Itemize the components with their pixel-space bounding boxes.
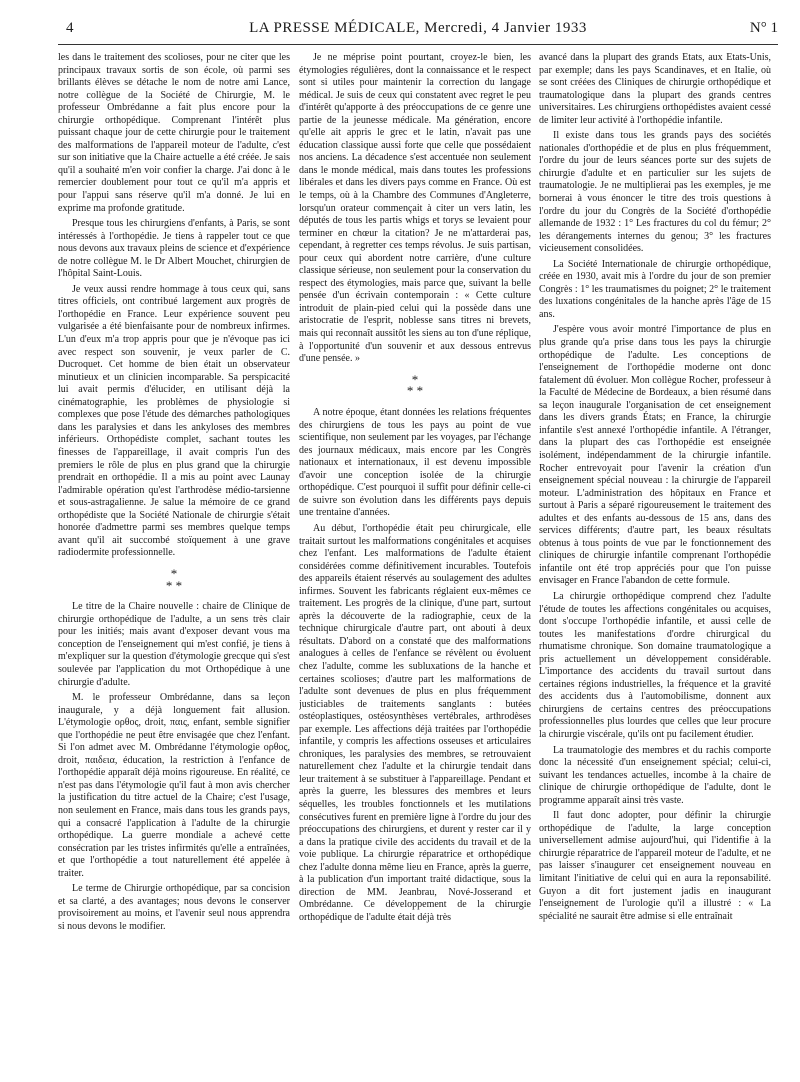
- paragraph: Il existe dans tous les grands pays des sociétés nationales d'orthopédie et de plus en plus fréquemment, l'ordre du jour de leurs séances porte sur des sujets de chirurgie d'adulte et en particulier sur les sujets de traumatologie. Je ne multiplierai pas les exemples, je me bornerai à vous énoncer le titre des trois questions à l'ordre du jour du Congrès de la Société d'orthopédie allemande de 1932 : 1° Les fractures du col du fémur; 2° les dérangements internes du genou; 3° les fractures vicieusement consolidées.: [539, 130, 771, 255]
- section-separator: * * *: [165, 565, 183, 593]
- column-1: [58, 52, 290, 1072]
- paragraph: les dans le traitement des scolioses, pour ne citer que les principaux travaux sortis de son école, où parmi ses brillants élèves se détache le nom de notre ami Lance, notre collègue de la Société de Chirurgie, M. le professeur Ombrédanne a fait plus encore pour la chirurgie orthopédique. Comprenant l'intérêt plus puissant chaque jour de cette chirurgie pour le traitement des malformations de l'appareil moteur de l'adulte, c'est sur son initiative que la Chaire actuelle a été créée. Je sais qu'il a souhaité m'en voir confier la charge. J'ai donc à le remercier doublement pour tout ce qu'il m'a appris et pour l'appui sans réserve qu'il m'a donné. Je lui en exprime ma profonde gratitude.: [58, 52, 290, 214]
- paragraph: Presque tous les chirurgiens d'enfants, à Paris, se sont intéressés à l'orthopédie. Je tiens à rappeler tout ce que nous devons aux travaux pleins de science et d'expérience de notre collègue M. le Dr Albert Mouchet, chirurgien de l'hôpital Saint-Louis.: [58, 218, 290, 280]
- issue-number: N° 1: [749, 20, 778, 36]
- column-3: [539, 52, 771, 1072]
- paragraph: La traumatologie des membres et du rachis comporte donc la nécessité d'un enseignement spécial; celui-ci, suivant les tendances actuelles, incombe à la chaire de clinique de chirurgie orthopédique de l'adulte, dont le programme apparaît ainsi très vaste.: [539, 744, 771, 806]
- paragraph: A notre époque, étant données les relations fréquentes des chirurgiens de tous les pays au point de vue scientifique, non seulement par les voyages, par l'échange des journaux médicaux, mais encore par les Congrès nationaux et internationaux, il est devenu impossible d'avoir une conception isolée de la chirurgie orthopédique. C'est pourquoi il suffit pour définir celle-ci de suivre son évolution dans les différents pays depuis une trentaine d'années.: [299, 407, 531, 519]
- header-rule: [58, 44, 778, 45]
- paragraph: avancé dans la plupart des grands Etats, aux Etats-Unis, par exemple; dans les pays Scandinaves, et en Italie, où se sont créées des Cliniques de chirurgie orthopédique et traumatologique dans la plupart des grands centres universitaires. Les chirurgiens orthopédistes avaient cessé de limiter leur activité à l'orthopédie infantile.: [539, 52, 771, 126]
- paragraph: Le titre de la Chaire nouvelle : chaire de Clinique de chirurgie orthopédique de l'adulte, a un sens très clair pour les initiés; mais avant d'exposer devant vous ma conception de l'enseignement qui m'est confié, je tiens à m'expliquer sur la question d'étymologie grecque qui s'est soulevée par l'application du mot Orthopédique à une chirurgie d'adulte.: [58, 601, 290, 688]
- paragraph: M. le professeur Ombrédanne, dans sa leçon inaugurale, y a déjà longuement fait allusion. L'étymologie ορθος, droit, παις, enfant, semble signifier que l'orthopédie ne peut être envisagée que chez l'enfant. Si l'on admet avec M. Ombrédanne l'étymologie ορθος, droit, παιδεια, éducation, la restriction à l'enfance de l'orthopédie apparaît déjà moins rigoureuse. En réalité, ce n'est pas dans l'étymologie qu'il faut à mon avis chercher la justification du titre actuel de la Chaire; c'est l'usage, non seulement en France, mais dans tous les grands pays, qui a consacré l'application à l'adulte de la chirurgie orthopédique. La guerre mondiale a achevé cette consécration par les tristes infirmités qu'elle a entraînées, et que l'orthopédie a tout naturellement été appelée à traiter.: [58, 692, 290, 879]
- paragraph: La Société Internationale de chirurgie orthopédique, créée en 1930, avait mis à l'ordre du jour de son premier Congrès : 1° les traumatismes du poignet; 2° le traitement des luxations congénitales de la hanche après l'âge de 15 ans.: [539, 258, 771, 320]
- paragraph: La chirurgie orthopédique comprend chez l'adulte l'étude de toutes les affections congénitales ou acquises, dont s'occupe l'orthopédie infantile, et aussi celle de toutes les manifestations d'ordre chirurgical du rhumatisme chronique. Son domaine traumatologique a pris actuellement un développement considérable. L'importance des accidents du travail surtout dans certaines régions industrielles, la fréquence et la gravité des accidents dus à l'automobilisme, donnent aux chirurgiens de certains centres des préoccupations professionnelles plus lourdes que celles que leur procure la chirurgie viscérale, qu'ils ont pu facilement étudier.: [539, 590, 771, 740]
- page-header: [58, 20, 778, 44]
- paragraph: Le terme de Chirurgie orthopédique, par sa concision et sa clarté, a des avantages; nous devons le conserver provisoirement au moins, et l'avenir seul nous apprendra si nous devons le modifier.: [58, 883, 290, 932]
- journal-title: LA PRESSE MÉDICALE, Mercredi, 4 Janvier 1933: [249, 20, 587, 36]
- paragraph: Il faut donc adopter, pour définir la chirurgie orthopédique de l'adulte, la large conception universellement admise aujourd'hui, qui l'identifie à la chirurgie réparatrice de l'appareil moteur de l'adulte, et ne pas laisser s'inaugurer cet enseignement nouveau en limitant l'initiative de celui qui en aura la reponsabilité. Guyon a dit fort justement jadis en inaugurant l'enseignement de l'urologie qu'il a illustré : « La spécialité ne saurait être admise si elle entraînait: [539, 810, 771, 922]
- column-2: [299, 52, 531, 1072]
- section-separator: * * *: [406, 371, 424, 399]
- paragraph: Je ne méprise point pourtant, croyez-le bien, les étymologies régulières, dont la connaissance et le respect sont si utiles pour maintenir la correction du langage médical. Je suis de ceux qui constatent avec regret le peu d'intérêt qu'apporte à des préoccupations de ce genre une partie de la jeunesse médicale. Ma génération, encore qu'elle ait appris le grec et le latin, n'avait pas une éducation classique aussi forte que celle que possédaient nos anciens. La décadence s'est accentuée non seulement dans le monde médical, mais dans toutes les professions libérales et dans les divers pays comme en France. Où est le temps, où à la Chambre des Communes d'Angleterre, lorsqu'un orateur commençait à citer un vers latin, les députés de tous les partis whigs et torys se levaient pour terminer en chœur la citation? Je ne m'attarderai pas, cependant, à regretter ces temps révolus. Je suis partisan, pour ceux qui abordent notre carrière, d'une culture classique sérieuse, non seulement pour la conservation du respect des étymologies, mais parce que, suivant la belle pensée d'un écrivain contemporain : « Cette culture introduit de plain-pied celui qui la possède dans une aristocratie de l'esprit, noblesse sans titres ni brevets, mais qui reconnaît aussitôt les siens au ton d'une réplique, à l'opportunité d'un souvenir et aux dessous entrevus d'une pensée. »: [299, 52, 531, 365]
- paragraph: Au début, l'orthopédie était peu chirurgicale, elle traitait surtout les malformations congénitales et acquises chez l'enfant. Les malformations de l'adulte étaient considérées comme définitivement incurables. Toutefois des appareils étaient réservés au soulagement des adultes infirmes. Souvent les fabricants réglaient eux-mêmes ce traitement. Les progrès de la clinique, d'une part, surtout après la découverte de la radiographie, ceux de la technique chirurgicale d'autre part, ont abouti à deux résultats. D'abord on a constaté que des malformations analogues à celles de l'enfance se révèlent ou évoluent chez l'adulte, comme les subluxations de la hanche et certaines scolioses; d'autre part les malformations de l'adulte sont devenues de plus en plus fréquemment justiciables de traitements sanglants : butées ostéoplastiques, ostéosynthèses vertébrales, arthrodèses par exemple. Les affections déjà traitées par l'orthopédie infantile, y compris les affections osseuses et articulaires chroniques, les paralysies des membres, se retrouvaient naturellement chez l'adulte et la chirurgie tendait dans leur traitement à se substituer à l'appareillage. Pendant et après la guerre, les blessures des membres et leurs séquelles, les troubles fonctionnels et les mutilations consécutives furent en première ligne à l'ordre du jour des préoccupations des chirurgiens, et durent y rester car il y a dans la pratique civile des accidents du travail et de la voie publique. La chirurgie réparatrice et orthopédique chez l'adulte donna même lieu en France, après la guerre, à la publication d'un important traité didactique, sous la direction de MM. Jeanbrau, Nové-Josserand et Ombrédanne. Ce développement de la chirurgie orthopédique de l'adulte était déjà très: [299, 522, 531, 923]
- page-number: 4: [66, 20, 74, 36]
- paragraph: J'espère vous avoir montré l'importance de plus en plus grande qu'a prise dans tous les pays la chirurgie orthopédique de l'adulte. Les conceptions de l'enseignement de l'orthopédie moderne ont donc fatalement dû évoluer. Mon collègue Rocher, professeur à la Faculté de Médecine de Bordeaux, a bien résumé dans sa leçon inaugurale l'organisation de cet enseignement dans les divers grands États; en France, la chirurgie infantile s'est annexé l'orthopédie infantile. A l'étranger, dans la plupart des cas l'orthopédie est enseignée isolément, indépendamment de la chirurgie infantile. Rocher entrevoyait pour l'avenir la création d'un enseignement spécial nouveau : la chirurgie de l'appareil moteur. L'administration des hôpitaux en France et surtout à Paris a séparé rigoureusement le traitement des adultes et des enfants au-dessous de 15 ans, dans des services différents; d'autre part, les beaux résultats obtenus à tous points de vue par le fonctionnement des cliniques de chirurgie infantile comprenant l'orthopédie infantile ont été trop appréciés pour que l'on puisse envisager en France l'abandon de cette formule.: [539, 324, 771, 587]
- paragraph: Je veux aussi rendre hommage à tous ceux qui, sans titres officiels, ont contribué largement aux progrès de l'orthopédie en France. Leur expérience souvent peu vulgarisée a été bienfaisante pour de nombreux infirmes. L'un d'eux m'a trop appris pour que je n'évoque pas ici avec respect son souvenir, je veux parler de C. Ducroquet. Cet homme de bien était un observateur minutieux et un clinicien incomparable. Sa perspicacité lui avait permis d'élucider, en utilisant déjà la cinématographie, les problèmes de physiologie si complexes que pose l'étude des démarches pathologiques dans les paralysies et dans les ankyloses des membres inférieurs. Orthopédiste complet, sachant toutes les finesses de l'appareillage, il avait compris l'un des premiers le rôle de plus en plus grand que la chirurgie prendrait en orthopédie. Il a mis au point avec Launay l'admirable opération qu'est l'arthrodèse médio-tarsienne et sous-astragalienne. Je salue la mémoire de ce grand orthopédiste que la Société Nationale de chirurgie s'était honorée d'admettre parmi ses membres quelque temps avant qu'il ait succombé stoïquement à une grave radiodermite professionnelle.: [58, 283, 290, 559]
